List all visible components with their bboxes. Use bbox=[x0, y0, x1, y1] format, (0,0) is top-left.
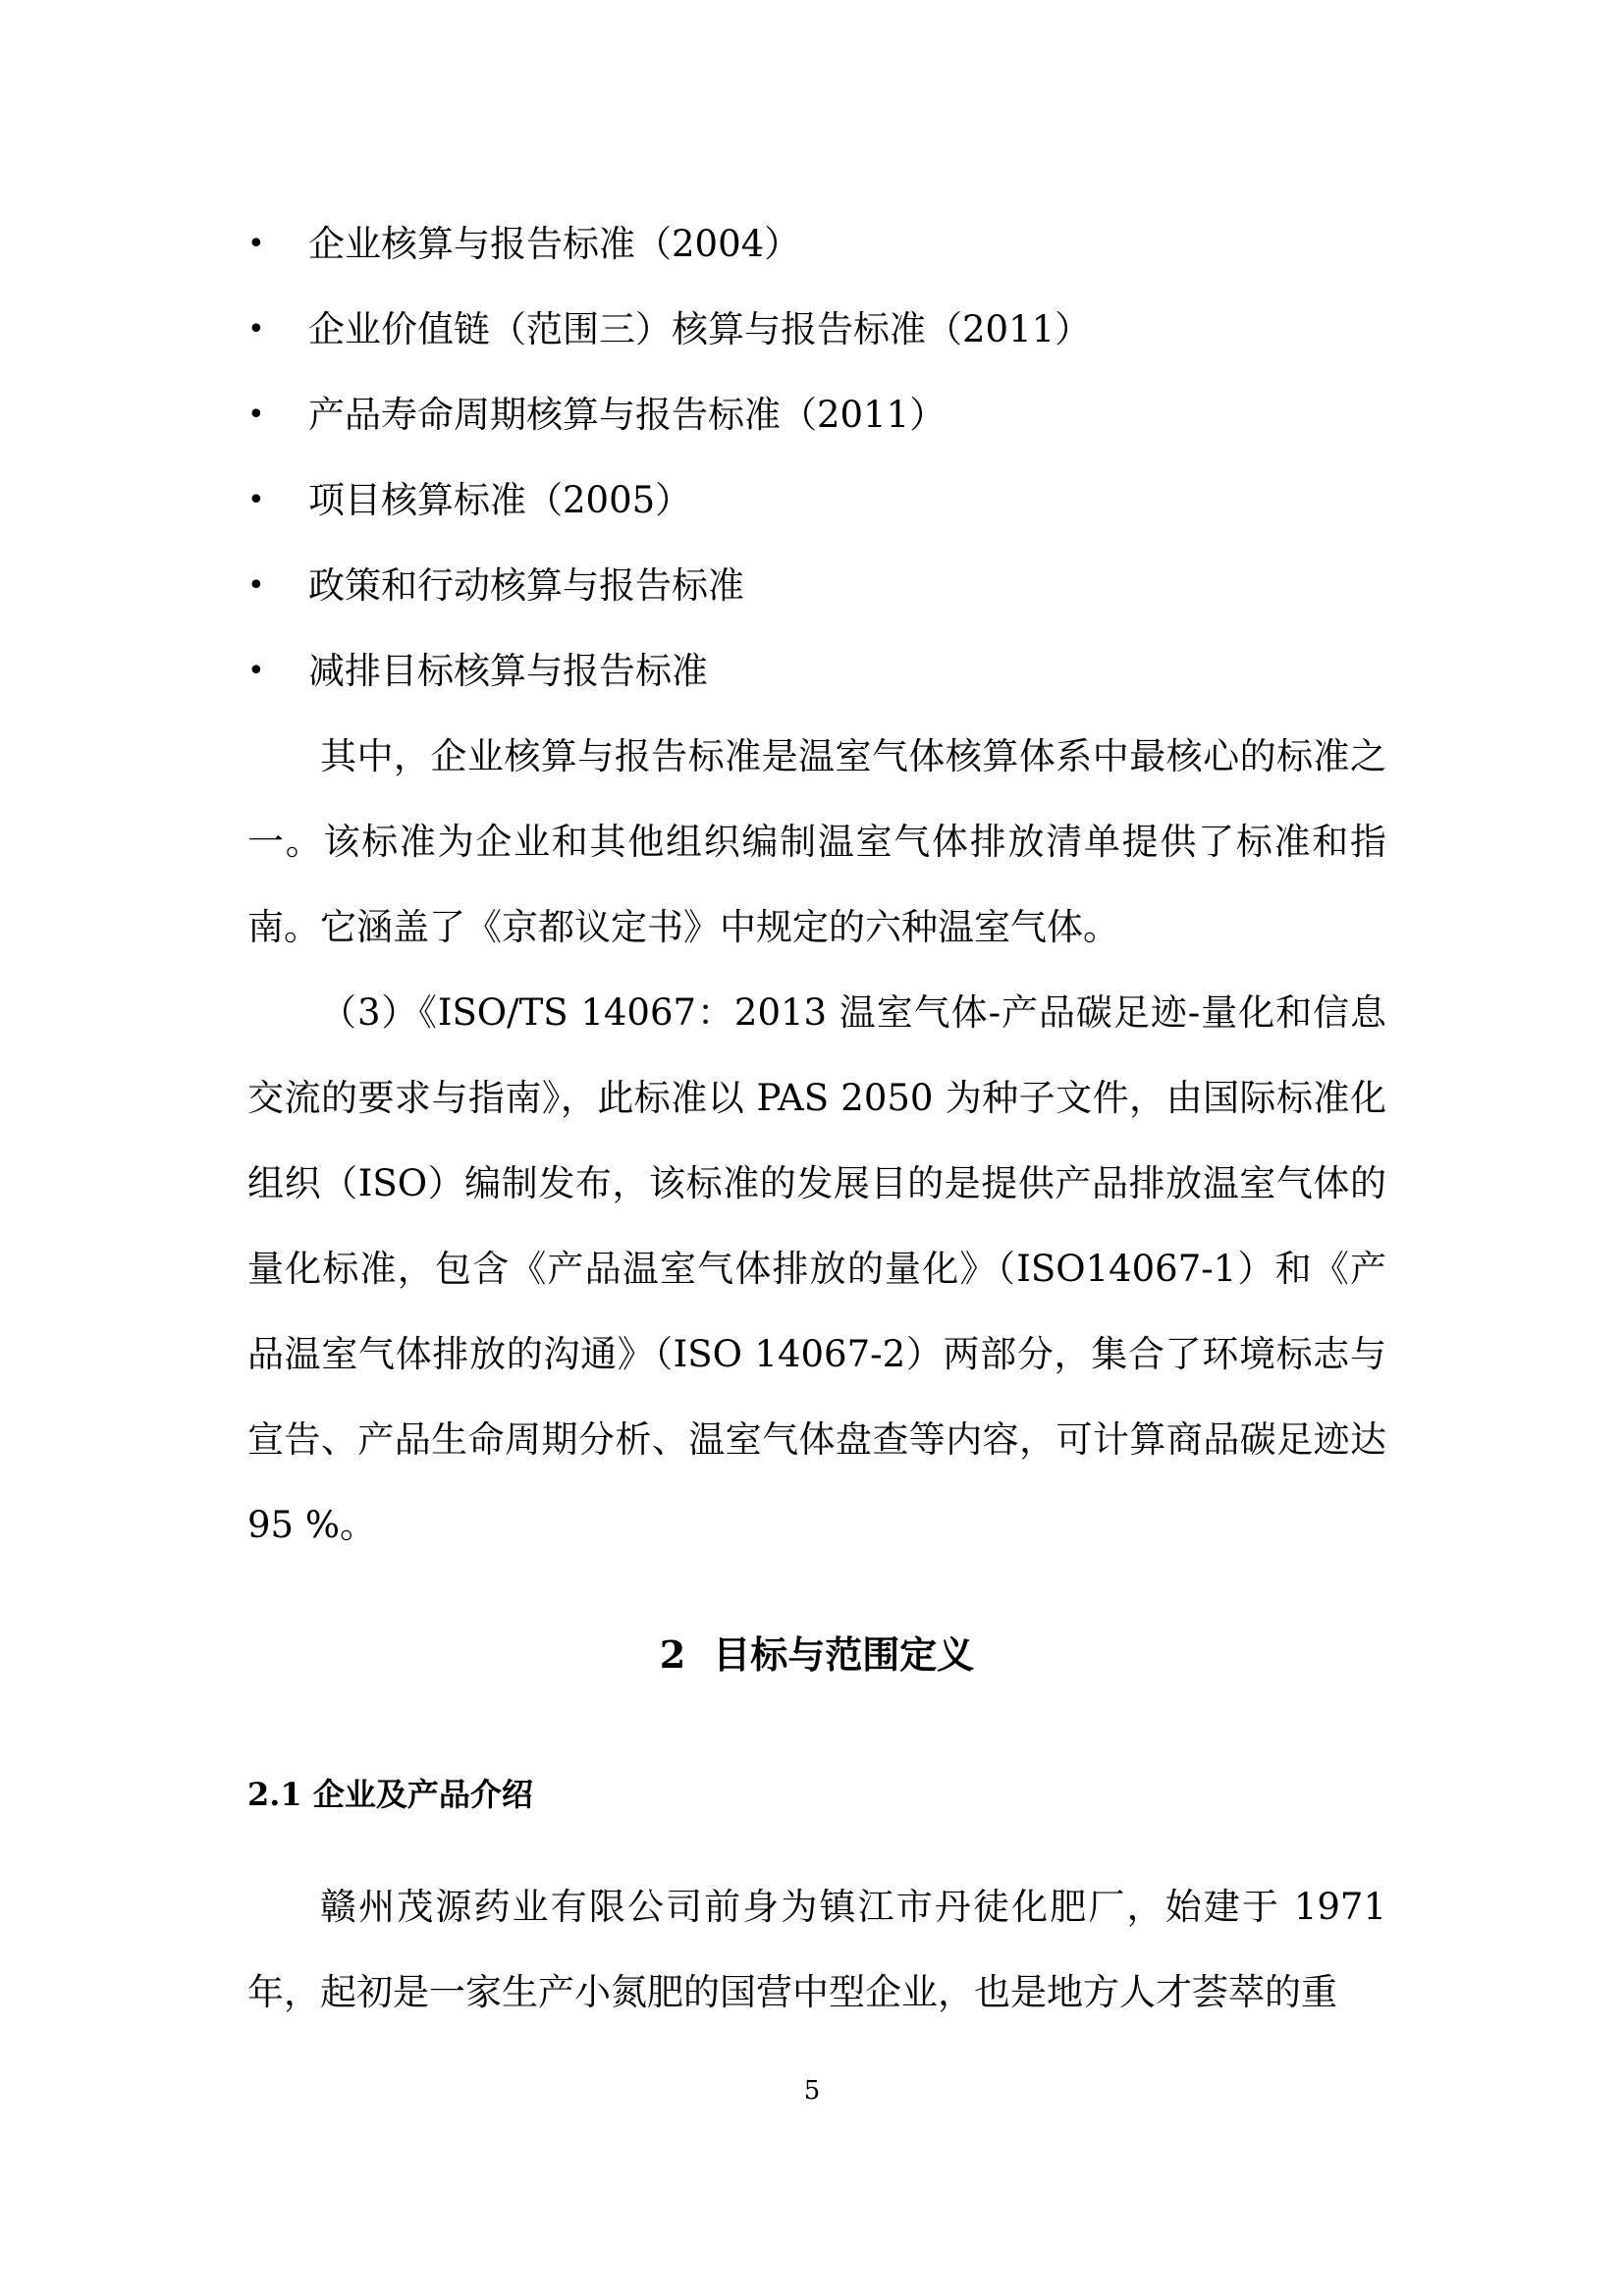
section-heading bbox=[247, 1626, 1386, 1684]
subsection-heading: 2.1 企业及产品介绍 bbox=[247, 1776, 533, 1813]
list-item-text: 政策和行动核算与报告标准 bbox=[308, 564, 744, 607]
list-item bbox=[247, 457, 1386, 543]
list-item-text: 减排目标核算与报告标准 bbox=[308, 650, 708, 692]
standards-bullet-list bbox=[247, 201, 1386, 714]
list-item bbox=[247, 287, 1386, 372]
bullet-icon: • bbox=[247, 227, 265, 261]
page-number: 5 bbox=[803, 2076, 821, 2106]
bullet-icon: • bbox=[247, 312, 265, 347]
list-item bbox=[247, 628, 1386, 714]
list-item-text: 企业价值链（范围三）核算与报告标准（2011） bbox=[308, 308, 1092, 350]
section-number: 2 bbox=[659, 1632, 686, 1677]
list-item bbox=[247, 543, 1386, 628]
section-title-text: 目标与范围定义 bbox=[713, 1632, 975, 1677]
paragraph-enterprise-standard: 其中，企业核算与报告标准是温室气体核算体系中最核心的标准之一。该标准为企业和其他组织编制温室气体排放清单提供了标准和指南。它涵盖了《京都议定书》中规定的六种温室气体。 bbox=[247, 735, 1386, 948]
bullet-icon: • bbox=[247, 398, 265, 432]
bullet-icon: • bbox=[247, 483, 265, 517]
bullet-icon: • bbox=[247, 654, 265, 688]
paragraph-iso-14067: （3）《ISO/TS 14067：2013 温室气体-产品碳足迹-量化和信息交流的要求与指南》，此标准以 PAS 2050 为种子文件，由国际标准化组织（ISO）编制发布，该标准的发展目的是提供产品排放温室气体的量化标准，包含《产品温室气体排放的量化》（ISO14067-1）和《产品温室气体排放的沟通》（ISO 14067-2）两部分，集合了环境标志与宣告、产品生命周期分析、温室气体盘查等内容，可计算商品碳足迹达 95 %。 bbox=[247, 991, 1386, 1546]
list-item-text: 企业核算与报告标准（2004） bbox=[308, 223, 801, 265]
list-item bbox=[247, 372, 1386, 457]
paragraph-company-intro: 赣州茂源药业有限公司前身为镇江市丹徒化肥厂，始建于 1971 年，起初是一家生产小氮肥的国营中型企业，也是地方人才荟萃的重 bbox=[247, 1886, 1386, 2013]
list-item bbox=[247, 201, 1386, 287]
list-item-text: 项目核算标准（2005） bbox=[308, 479, 692, 521]
bullet-icon: • bbox=[247, 568, 265, 603]
list-item-text: 产品寿命周期核算与报告标准（2011） bbox=[308, 394, 947, 436]
